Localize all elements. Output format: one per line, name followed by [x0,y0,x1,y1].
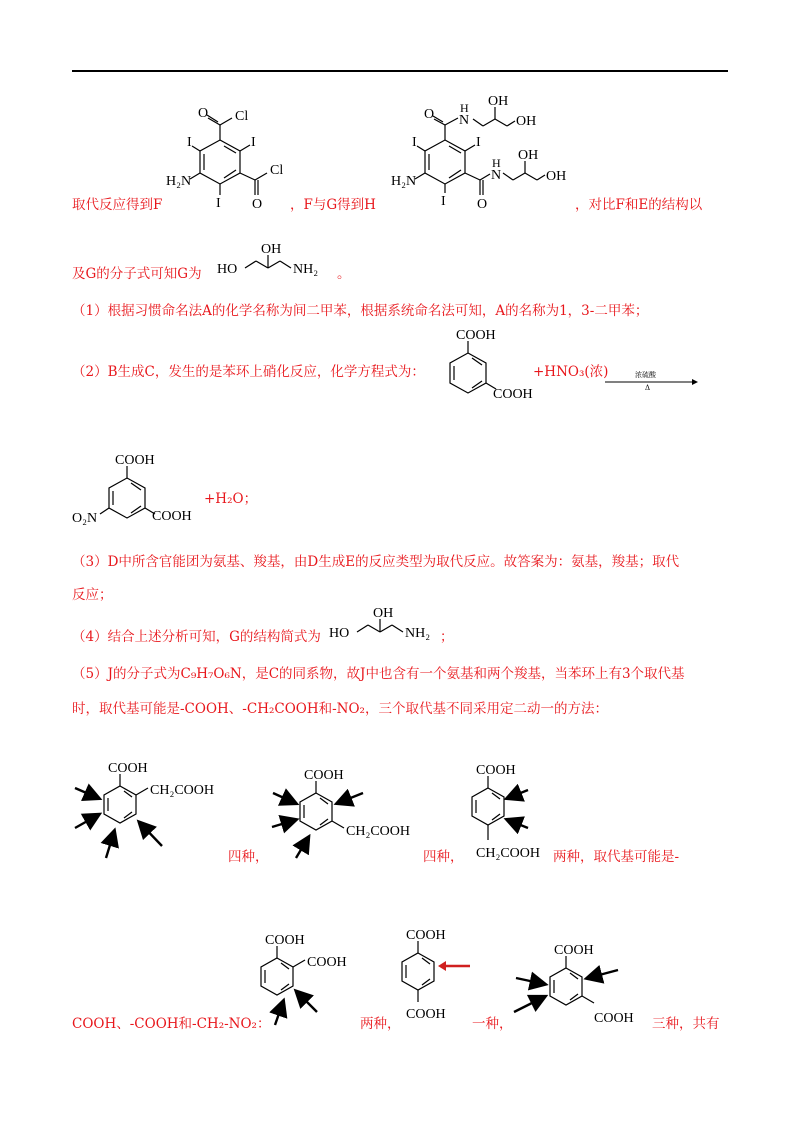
svg-text:O: O [477,197,488,212]
svg-text:I: I [187,135,192,150]
svg-text:N: N [459,113,470,128]
svg-text:CH₂COOH: CH₂COOH [476,846,540,861]
svg-text:COOH: COOH [152,509,192,524]
svg-text:I: I [476,135,481,150]
svg-text:Cl: Cl [235,109,249,124]
answer-3b: 反应； [72,587,113,603]
isomer-structure-1 [70,758,235,868]
svg-text:COOH: COOH [307,955,347,970]
svg-text:I: I [251,135,256,150]
svg-text:COOH: COOH [476,763,516,778]
svg-text:OH: OH [516,114,537,129]
svg-text:CH₂COOH: CH₂COOH [150,783,214,798]
svg-text:H₂N: H₂N [166,174,192,189]
answer-4: （4）结合上述分析可知，G的结构简式为 [72,629,321,645]
svg-text:COOH: COOH [406,1007,446,1022]
text-line-2: 及G的分子式可知G为 [72,266,202,282]
product-water: +H₂O； [204,491,258,507]
isomer-count-3: 两种，取代基可能是- [553,849,680,865]
isomer-count-1: 四种， [228,849,269,865]
svg-text:CH₂COOH: CH₂COOH [346,824,410,839]
svg-text:HO: HO [217,262,238,277]
structure-isophthalic-acid [438,325,548,405]
svg-text:N: N [491,168,502,183]
answer-3a: （3）D中所含官能团为氨基、羧基，由D生成E的反应类型为取代反应。故答案为：氨基，羧基；取代 [72,554,680,570]
svg-text:O₂N: O₂N [72,511,98,526]
svg-text:Cl: Cl [270,163,284,178]
svg-text:COOH: COOH [265,933,305,948]
isomer-structure-4 [245,930,370,1030]
svg-text:H₂N: H₂N [391,174,417,189]
isomer-count-5: 一种， [472,1016,513,1032]
svg-text:COOH: COOH [456,328,496,343]
text-line-2-end: 。 [337,266,351,282]
svg-text:COOH: COOH [554,943,594,958]
svg-text:COOH: COOH [493,387,533,402]
svg-text:I: I [441,194,446,209]
svg-text:I: I [216,196,221,211]
answer-5b: 时，取代基可能是-COOH、-CH₂COOH和-NO₂，三个取代基不同采用定二动一的方法： [72,701,608,717]
structure-nitro-isophthalic-acid [70,450,220,535]
svg-text:COOH: COOH [115,453,155,468]
reaction-condition-bottom: Δ [645,384,651,392]
reagent-hno3: +HNO₃(浓) [533,364,609,380]
isomer-substituents-line: COOH、-COOH和-CH₂-NO₂： [72,1016,271,1032]
answer-2: （2）B生成C，发生的是苯环上硝化反应，化学方程式为： [72,364,425,380]
svg-text:I: I [412,135,417,150]
isomer-structure-2 [268,765,438,865]
isomer-count-4: 两种， [360,1016,401,1032]
svg-text:H: H [492,156,501,170]
isomer-count-6: 三种，共有 [652,1016,720,1032]
isomer-structure-6 [508,940,658,1040]
answer-4-end: ； [440,629,454,645]
reaction-condition-top: 浓硫酸 [635,371,656,379]
text-line-1a: 取代反应得到F [72,197,163,213]
svg-text:OH: OH [546,169,567,184]
svg-text:O: O [198,106,209,121]
header-rule [72,70,728,72]
svg-text:OH: OH [373,606,394,621]
svg-text:NH₂: NH₂ [405,626,431,641]
structure-f [160,100,300,210]
svg-text:OH: OH [518,148,539,163]
svg-text:COOH: COOH [406,928,446,943]
isomer-count-2: 四种， [423,849,464,865]
svg-text:OH: OH [488,94,509,109]
svg-text:HO: HO [329,626,350,641]
svg-text:OH: OH [261,242,282,257]
answer-5a: （5）J的分子式为C₉H₇O₆N，是C的同系物，故J中也含有一个氨基和两个羧基，当苯环上有3个取代基 [72,666,685,682]
structure-g-1 [213,240,353,285]
svg-text:O: O [424,107,435,122]
text-line-1b: ，F与G得到H [290,197,376,213]
svg-text:COOH: COOH [108,761,148,776]
svg-text:COOH: COOH [304,768,344,783]
text-line-1c: ，对比F和E的结构以 [575,197,703,213]
svg-text:NH₂: NH₂ [293,262,319,277]
answer-1: （1）根据习惯命名法A的化学名称为间二甲苯，根据系统命名法可知，A的名称为1，3-二甲苯； [72,303,649,319]
svg-text:COOH: COOH [594,1011,634,1026]
svg-text:O: O [252,197,263,212]
structure-h [385,95,585,215]
svg-text:H: H [460,101,469,115]
